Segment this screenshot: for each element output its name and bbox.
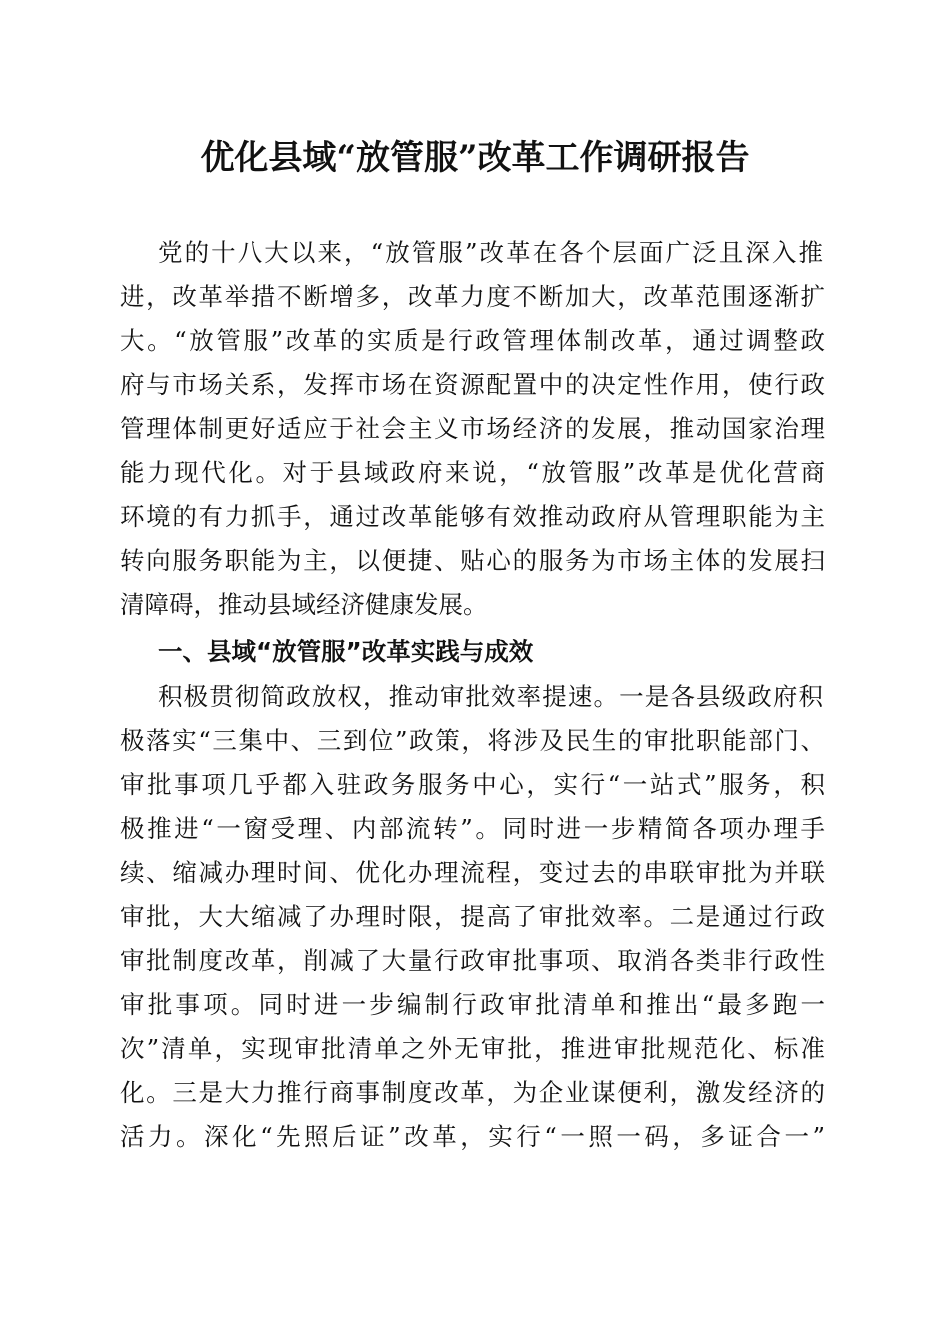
paragraph-line: 审批事项。同时进一步编制行政审批清单和推出“最多跑一 [120,990,825,1019]
paragraph-line: 能力现代化。对于县域政府来说，“放管服”改革是优化营商 [120,458,825,487]
section-heading: 一、县域“放管服”改革实践与成效 [158,637,534,666]
paragraph-line: 极推进“一窗受理、内部流转”。同时进一步精简各项办理手 [120,814,825,843]
paragraph-line: 审批，大大缩减了办理时限，提高了审批效率。二是通过行政 [120,902,825,931]
document-title: 优化县域“放管服”改革工作调研报告 [200,138,750,178]
paragraph-line: 环境的有力抓手，通过改革能够有效推动政府从管理职能为主 [120,502,825,531]
paragraph-line: 进，改革举措不断增多，改革力度不断加大，改革范围逐渐扩 [120,282,825,311]
paragraph-line: 次”清单，实现审批清单之外无审批，推进审批规范化、标准 [120,1034,825,1063]
paragraph-line: 管理体制更好适应于社会主义市场经济的发展，推动国家治理 [120,414,825,443]
paragraph-line: 极落实“三集中、三到位”政策，将涉及民生的审批职能部门、 [120,726,825,755]
paragraph-line: 活力。深化“先照后证”改革，实行“一照一码，多证合一” [120,1122,825,1151]
paragraph-line: 审批制度改革，削减了大量行政审批事项、取消各类非行政性 [120,946,825,975]
paragraph-line: 府与市场关系，发挥市场在资源配置中的决定性作用，使行政 [120,370,825,399]
paragraph-line: 大。“放管服”改革的实质是行政管理体制改革，通过调整政 [120,326,825,355]
paragraph-line: 审批事项几乎都入驻政务服务中心，实行“一站式”服务，积 [120,770,825,799]
paragraph-line: 清障碍，推动县域经济健康发展。 [120,590,488,619]
paragraph-line: 转向服务职能为主，以便捷、贴心的服务为市场主体的发展扫 [120,546,825,575]
paragraph-line: 党的十八大以来，“放管服”改革在各个层面广泛且深入推 [158,238,823,267]
paragraph-line: 化。三是大力推行商事制度改革，为企业谋便利，激发经济的 [120,1078,825,1107]
paragraph-line: 续、缩减办理时间、优化办理流程，变过去的串联审批为并联 [120,858,825,887]
paragraph-line: 积极贯彻简政放权，推动审批效率提速。一是各县级政府积 [158,682,823,711]
